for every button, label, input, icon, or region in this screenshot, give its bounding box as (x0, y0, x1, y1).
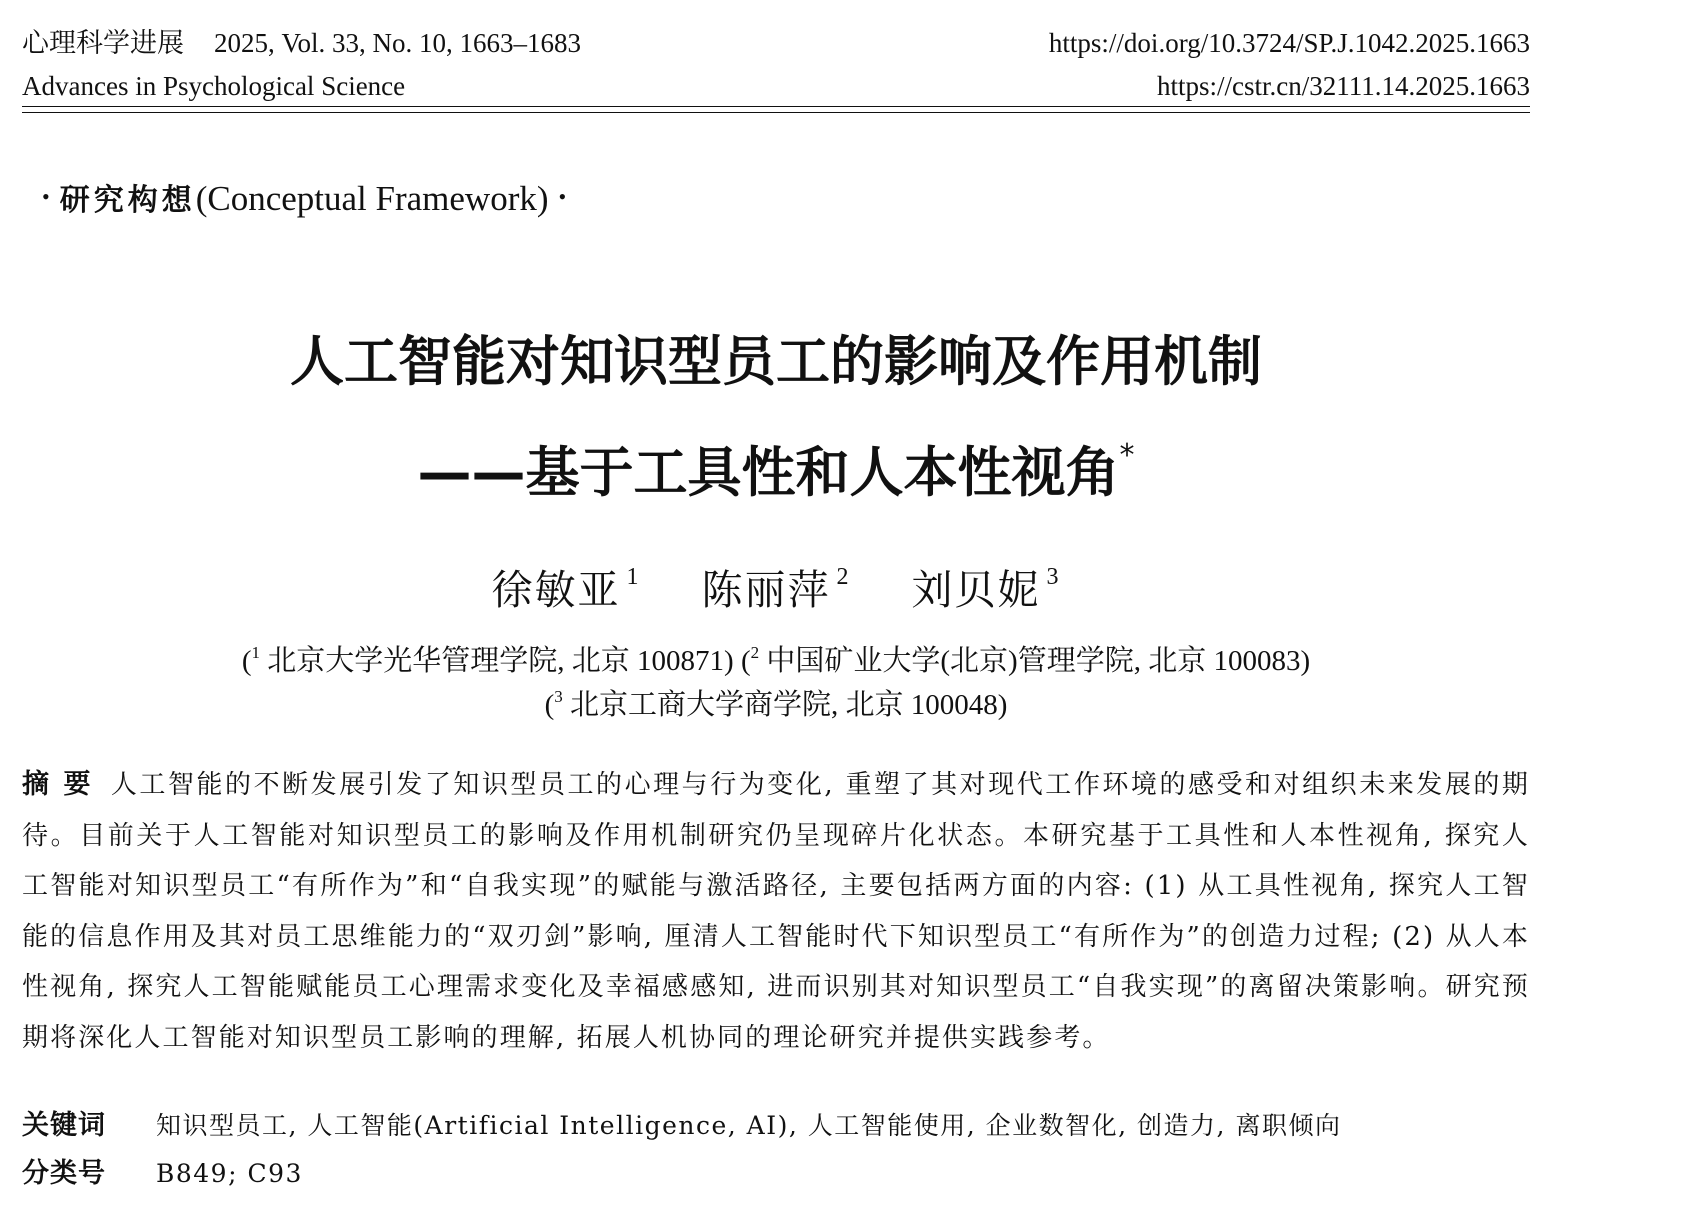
paper-first-page (22, 0, 1530, 1214)
classification-row (22, 1154, 1530, 1194)
journal-name-cn: 心理科学进展 (22, 28, 184, 58)
bullet-right: • (558, 184, 567, 209)
section-label-en: (Conceptual Framework) (195, 179, 549, 218)
author (702, 552, 851, 615)
affiliation-2: 中国矿业大学(北京)管理学院, 北京 100083) (759, 645, 1311, 677)
author (491, 552, 640, 615)
bullet-left: • (42, 184, 50, 209)
section-label-cn: 研究构想 (59, 183, 196, 218)
journal-name-en: Advances in Psychological Science (22, 71, 406, 101)
affiliation-mark: 1 (626, 564, 641, 590)
keywords-row (22, 1106, 1530, 1146)
subtitle: ——基于工具性和人本性视角 (417, 441, 1120, 504)
author-name: 徐敏亚 (491, 566, 621, 614)
funding-footnote-mark[interactable]: * (1119, 438, 1135, 473)
affiliation-1: 北京大学光华管理学院, 北京 100871) ( (260, 645, 751, 677)
paren-open: ( (241, 645, 252, 677)
title-line-1: 人工智能对知识型员工的影响及作用机制 (290, 330, 1262, 393)
abstract-text: 人工智能的不断发展引发了知识型员工的心理与行为变化, 重塑了其对现代工作环境的感受和对组织未来发展的期待。目前关于人工智能对知识型员工的影响及作用机制研究仍呈现碎片化状态。本研究基于工具性和人本性视角, 探究人工智能对知识型员工“有所作为”和“自我实现”的赋能与激活路径, 主要包括两方面的内容: (1) 从工具性视角, 探究人工智能的信息作用及其对员工思维能力的“双刃剑”影响, 厘清人工智能时代下知识型员工“有所作为”的创造力过程; (2) 从人本性视角, 探究人工智能赋能员工心理需求变化及幸福感感知, 进而识别其对知识型员工“自我实现”的离留决策影响。研究预期将深化人工智能对知识型员工影响的理解, 拓展人机协同的理论研究并提供实践参考。 (22, 770, 1531, 1053)
keywords-value: 知识型员工, 人工智能(Artificial Intelligence, AI), 人工智能使用, 企业数智化, 创造力, 离职倾向 (156, 1111, 1342, 1140)
cstr-link[interactable]: https://cstr.cn/32111.14.2025.1663 (1157, 71, 1530, 101)
header-rule-bottom (22, 112, 1530, 113)
classification-label: 分类号 (22, 1158, 106, 1189)
paren-open: ( (544, 689, 555, 721)
affiliation-number: 1 (251, 643, 261, 662)
abstract-label: 摘要 (22, 769, 105, 800)
author-list (22, 552, 1530, 615)
affiliation-line-1 (22, 635, 1530, 679)
affiliation-line-2 (22, 679, 1530, 723)
affiliation-number: 2 (750, 643, 760, 662)
affiliation-mark: 3 (1046, 564, 1061, 590)
affiliation-number: 3 (554, 687, 563, 706)
header-rule-top (22, 106, 1530, 107)
doi-link[interactable]: https://doi.org/10.3724/SP.J.1042.2025.1663 (1048, 28, 1530, 58)
keywords-label: 关键词 (22, 1110, 106, 1141)
abstract (22, 760, 1530, 1063)
affiliation-mark: 2 (836, 564, 851, 590)
author-name: 刘贝妮 (911, 566, 1041, 614)
issue-info: 2025, Vol. 33, No. 10, 1663–1683 (214, 28, 582, 58)
author-name: 陈丽萍 (701, 566, 831, 614)
classification-value: B849; C93 (156, 1159, 303, 1188)
journal-citation (22, 26, 581, 60)
author (912, 552, 1061, 615)
section-tag (32, 175, 576, 223)
title-line-2 (22, 424, 1530, 505)
affiliation-3: 北京工商大学商学院, 北京 100048) (562, 689, 1008, 721)
